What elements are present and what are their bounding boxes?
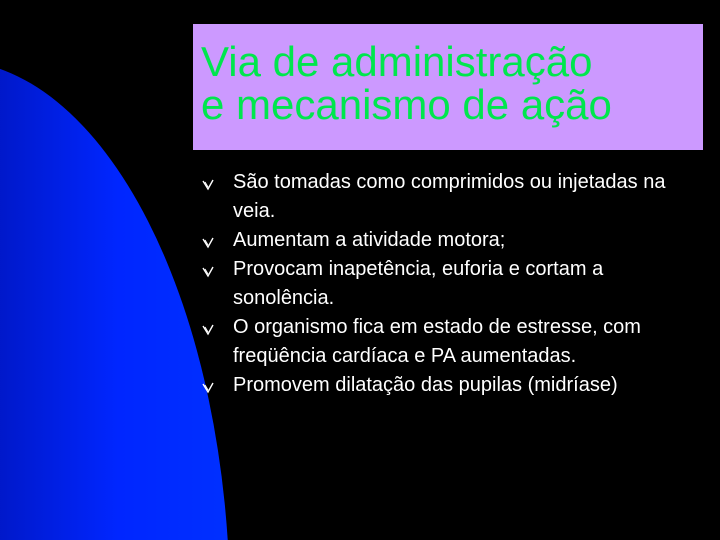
bullet-text: Provocam inapetência, euforia e cortam a sonolência. [233, 258, 604, 309]
list-item [202, 226, 707, 255]
bullet-text: São tomadas como comprimidos ou injetadas na veia. [233, 171, 666, 222]
bullet-text: O organismo fica em estado de estresse, com freqüência cardíaca e PA aumentadas. [233, 316, 641, 367]
list-item [202, 168, 707, 226]
list-item [202, 371, 707, 400]
list-item [202, 255, 707, 313]
checkmark-arrow-icon [202, 324, 214, 336]
bullet-list [202, 168, 707, 400]
bullet-text: Aumentam a atividade motora; [233, 229, 506, 251]
title-box [193, 24, 703, 150]
checkmark-arrow-icon [202, 382, 214, 394]
slide-title: Via de administração e mecanismo de ação [201, 38, 612, 128]
checkmark-arrow-icon [202, 179, 214, 191]
checkmark-arrow-icon [202, 266, 214, 278]
checkmark-arrow-icon [202, 237, 214, 249]
bullet-text: Promovem dilatação das pupilas (midríase) [233, 374, 618, 396]
list-item [202, 313, 707, 371]
